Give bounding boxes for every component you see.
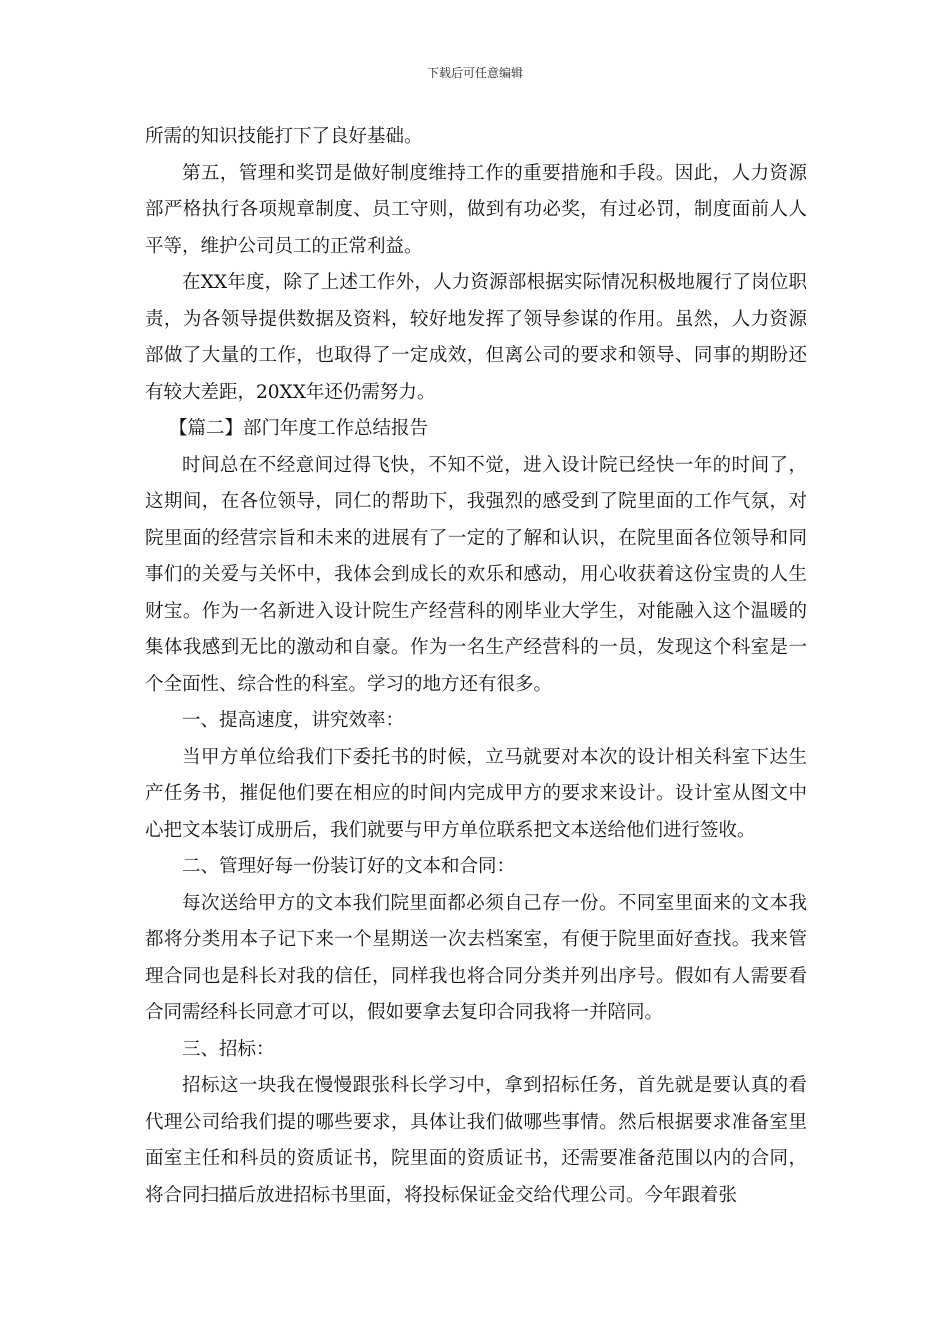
document-body xyxy=(145,119,807,1214)
paragraph-introduction: 时间总在不经意间过得飞快，不知不觉，进入设计院已经快一年的时间了，这期间，在各位领导，同仁的帮助下，我强烈的感受到了院里面的工作气氛，对院里面的经营宗旨和未来的进展有了一定的了解和认识，在院里面各位领导和同事们的关爱与关怀中，我体会到成长的欢乐和感动，用心收获着这份宝贵的人生财宝。作为一名新进入设计院生产经营科的刚毕业大学生，对能融入这个温暖的集体我感到无比的激动和自豪。作为一名生产经营科的一员，发现这个科室是一个全面性、综合性的科室。学习的地方还有很多。 xyxy=(145,454,807,695)
paragraph-bidding: 招标这一块我在慢慢跟张科长学习中，拿到招标任务，首先就是要认真的看代理公司给我们提的哪些要求，具体让我们做哪些事情。然后根据要求准备室里面室主任和科员的资质证书，院里面的资质证书，还需要准备范围以内的合同，将合同扫描后放进招标书里面，将投标保证金交给代理公司。今年跟着张 xyxy=(145,1075,807,1206)
paragraph-management-rewards: 第五，管理和奖罚是做好制度维持工作的重要措施和手段。因此，人力资源部严格执行各项规章制度、员工守则，做到有功必奖，有过必罚，制度面前人人平等，维护公司员工的正常利益。 xyxy=(145,162,807,257)
paragraph-document-management: 每次送给甲方的文本我们院里面都必须自己存一份。不同室里面来的文本我都将分类用本子记下来一个星期送一次去档案室，有便于院里面好查找。我来管理合同也是科长对我的信任，同样我也将合同分类并列出序号。假如有人需要看合同需经科长同意才可以，假如要拿去复印合同我将一并陪同。 xyxy=(145,892,807,1023)
subheading-document-management: 二、管理好每一份装订好的文本和合同： xyxy=(182,856,516,877)
paragraph-annual-summary: 在XX年度，除了上述工作外，人力资源部根据实际情况积极地履行了岗位职责，为各领导提供数据及资料，较好地发挥了领导参谋的作用。虽然，人力资源部做了大量的工作，也取得了一定成效，但离公司的要求和领导、同事的期盼还有较大差距，20XX年还仍需努力。 xyxy=(145,272,807,403)
subheading-efficiency: 一、提高速度，讲究效率： xyxy=(182,710,405,731)
paragraph-efficiency: 当甲方单位给我们下委托书的时候，立马就要对本次的设计相关科室下达生产任务书，摧促他们要在相应的时间内完成甲方的要求来设计。设计室从图文中心把文本装订成册后，我们就要与甲方单位联系把文本送给他们进行签收。 xyxy=(145,746,807,841)
subheading-bidding: 三、招标： xyxy=(182,1038,275,1060)
section-heading-part-two: 【篇二】部门年度工作总结报告 xyxy=(169,418,429,439)
paragraph-continuation: 所需的知识技能打下了良好基础。 xyxy=(145,126,423,147)
page-header: 下载后可任意编辑 xyxy=(426,66,523,80)
